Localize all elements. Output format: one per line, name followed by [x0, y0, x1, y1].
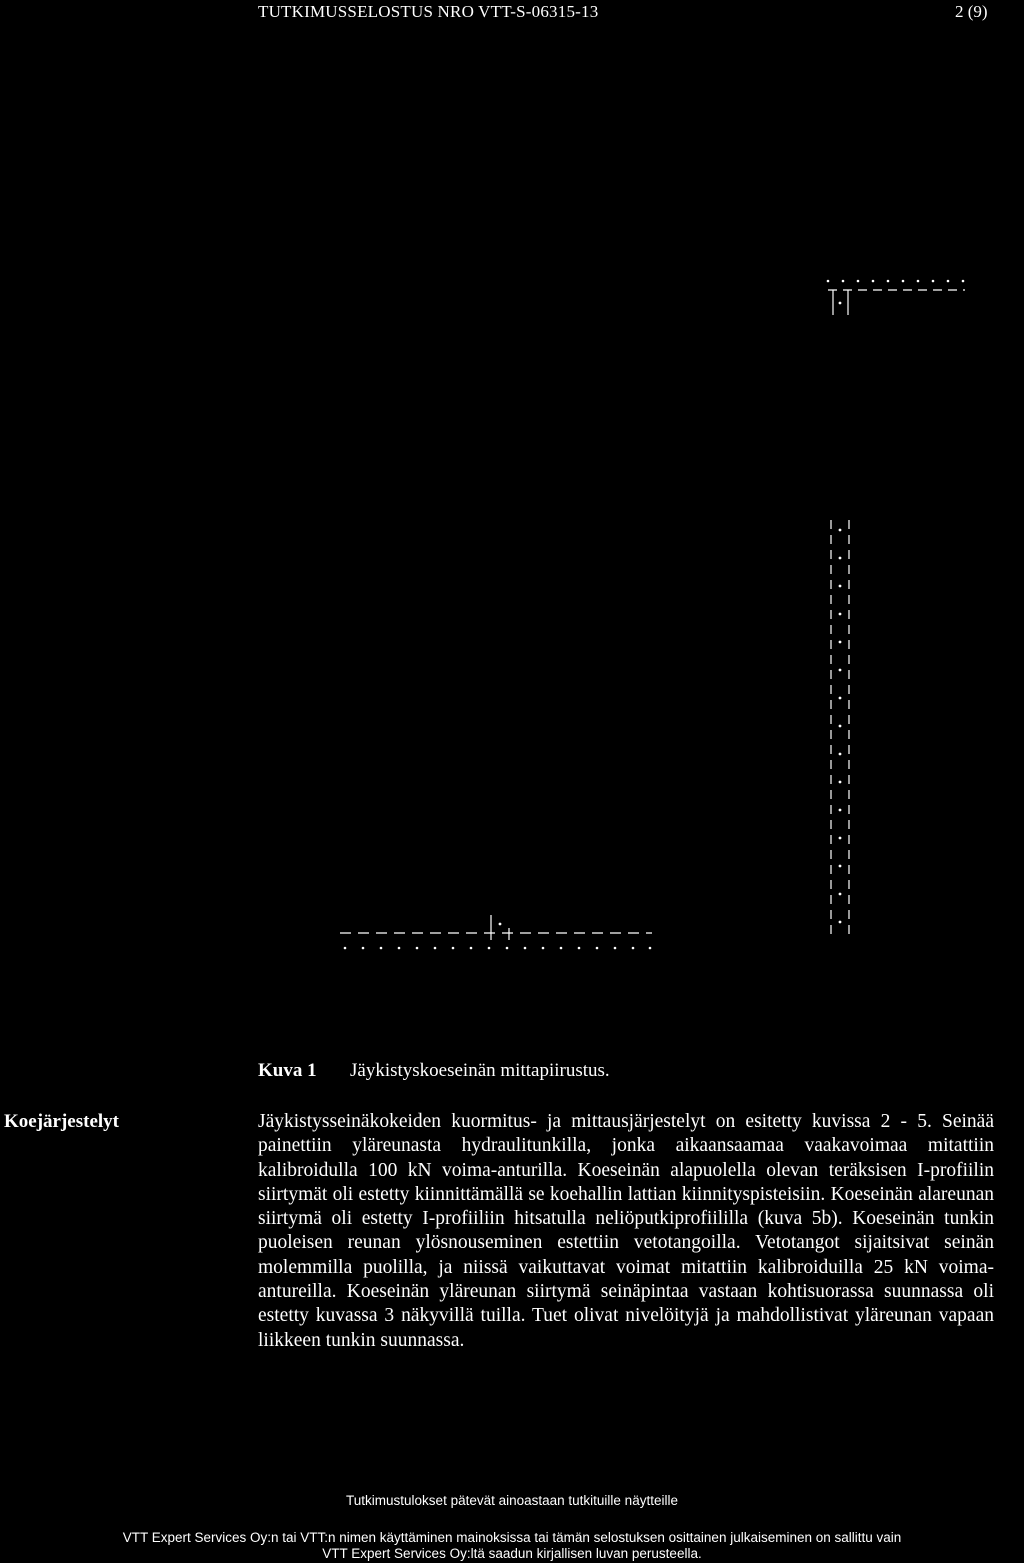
section-heading: Koejärjestelyt [4, 1111, 119, 1132]
footer-legal-line-1: VTT Expert Services Oy:n tai VTT:n nimen käyttäminen mainoksissa tai tämän selostuksen osittainen julkaiseminen on sallittu vain [122, 1530, 902, 1545]
drawing-vertical-stud [831, 520, 849, 935]
figure-label: Kuva 1 [258, 1060, 317, 1081]
document-header-title: TUTKIMUSSELOSTUS NRO VTT-S-06315-13 [258, 2, 599, 21]
section-body-text: Jäykistysseinäkokeiden kuormitus- ja mittausjärjestelyt on esitetty kuvissa 2 - 5. Seinää painettiin yläreunasta hydraulitunkilla, jonka aikaansaamaa vaakavoimaa mitattiin kalibroidulla 100 kN voima-anturilla. Koeseinän alapuolella olevan teräksisen I-profiilin siirtymät oli estetty kiinnittämällä se koehallin lattian kiinnityspisteisiin. Koeseinän alareunan siirtymä oli estetty I-profiiliin hitsatulla neliöputkiprofiililla (kuva 5b). Koeseinän tunkin puoleisen reunan ylösnouseminen estettiin vetotangoilla. Vetotangot sijaitsivat seinän molemmilla puolilla, ja niissä vaikuttavat voimat mitattiin kalibroiduilla 25 kN voima-antureilla. Koeseinän yläreunan siirtymä seinäpintaa vastaan kohtisuorassa suunnassa oli estetty kuvassa 3 näkyvillä tuilla. Tuet olivat nivelöityjä ja mahdollistivat yläreunan vapaan liikkeen tunkin suunnassa. [258, 1111, 994, 1351]
footer-legal [0, 1530, 1024, 1562]
drawing-top-corner [827, 280, 965, 315]
footer-note: Tutkimustulokset pätevät ainoastaan tutkituille näytteille [346, 1493, 678, 1508]
figure-caption: Jäykistyskoeseinän mittapiirustus. [350, 1060, 610, 1081]
page-number: 2 (9) [955, 2, 988, 21]
footer-legal-line-2: VTT Expert Services Oy:ltä saadun kirjallisen luvan perusteella. [322, 1546, 702, 1561]
drawing-bottom-plate [340, 915, 652, 949]
